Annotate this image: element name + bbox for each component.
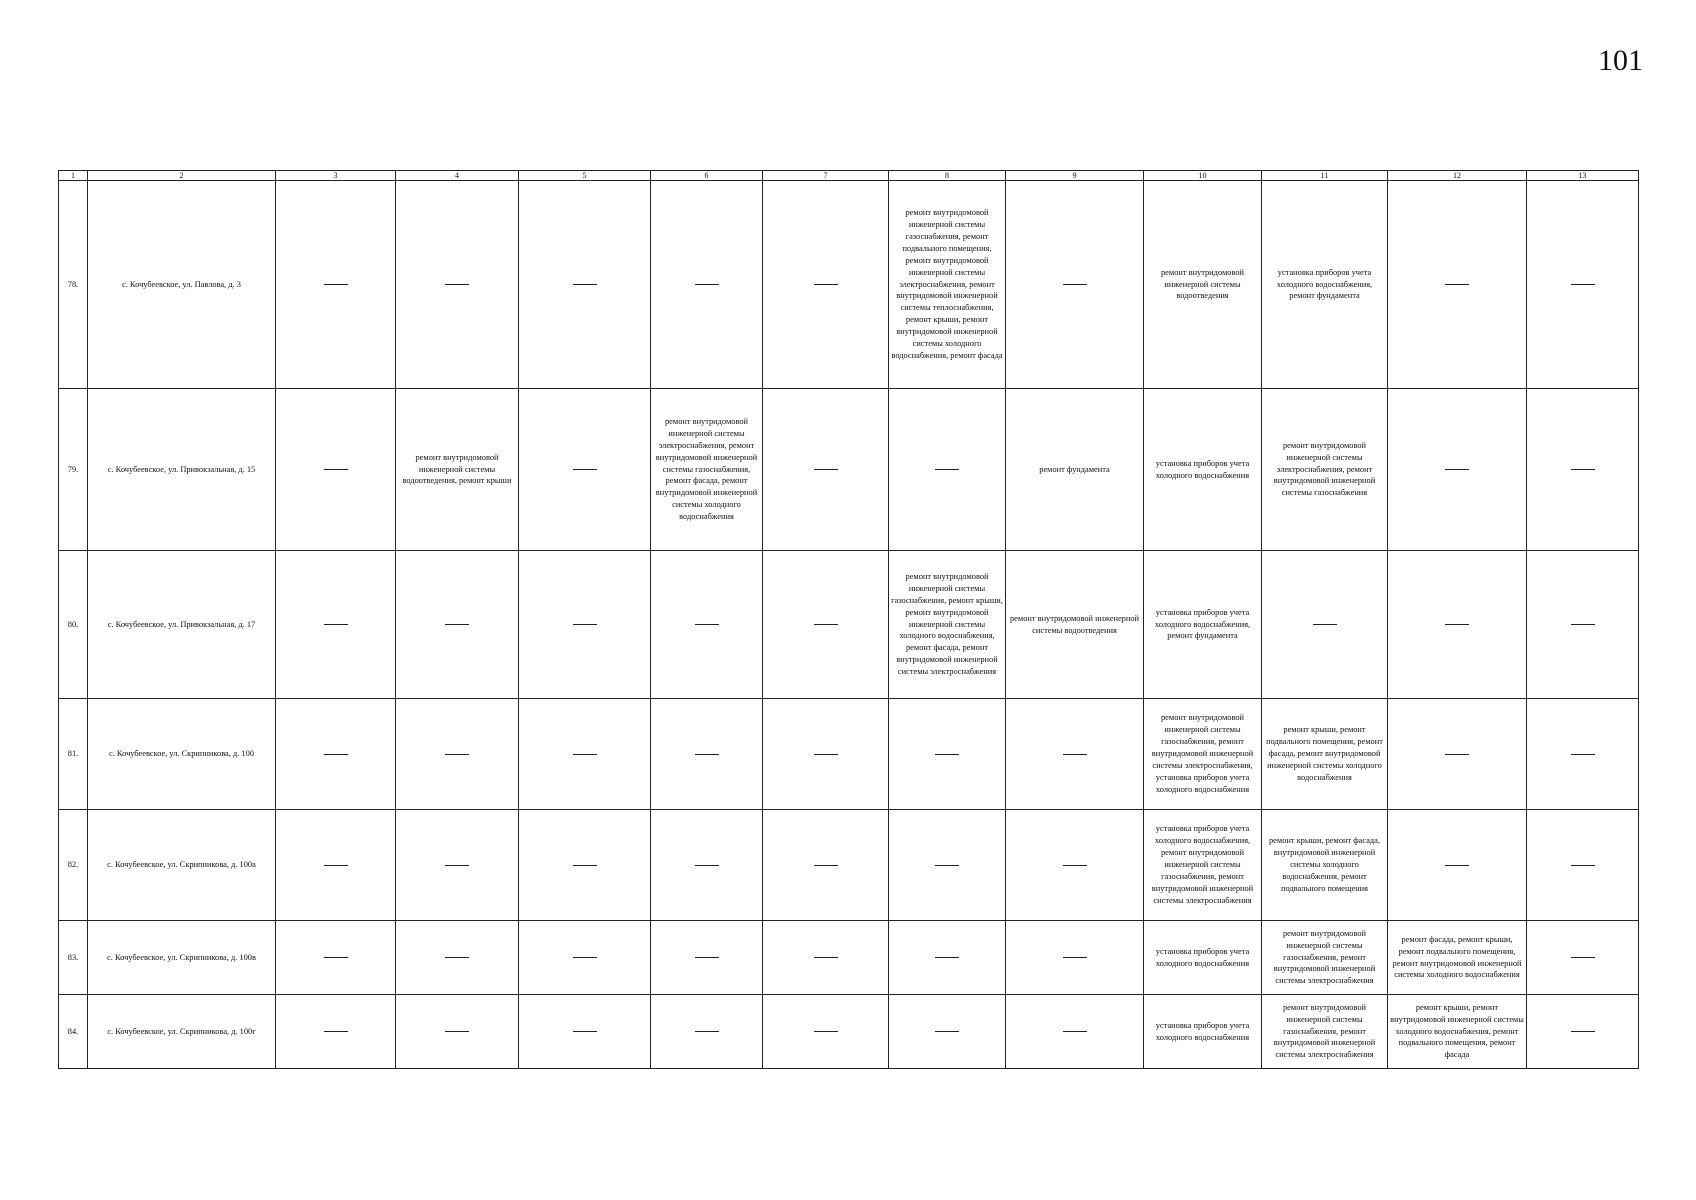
work-cell: ремонт внутридомовой инженерной системы газоснабжения, ремонт крыши, ремонт внутридомовой инженерной системы холодного водоснабжения, ремонт фасада, ремонт внутридомовой инженерной системы электроснабжения <box>889 551 1006 699</box>
dash-mark <box>1445 865 1469 866</box>
work-cell <box>889 995 1006 1069</box>
work-cell <box>276 181 396 389</box>
address-cell: с. Кочубеевское, ул. Скрипникова, д. 100г <box>88 995 276 1069</box>
column-number: 5 <box>519 171 651 181</box>
work-cell <box>1527 551 1639 699</box>
work-cell <box>1527 389 1639 551</box>
work-cell <box>519 551 651 699</box>
work-cell <box>276 995 396 1069</box>
work-cell: установка приборов учета холодного водоснабжения, ремонт фундамента <box>1144 551 1262 699</box>
dash-mark <box>324 1031 348 1032</box>
address-cell: с. Кочубеевское, ул. Скрипникова, д. 100в <box>88 921 276 995</box>
dash-mark <box>935 469 959 470</box>
row-number: 81. <box>59 699 88 810</box>
work-cell <box>1388 551 1527 699</box>
column-number: 10 <box>1144 171 1262 181</box>
work-cell <box>1006 699 1144 810</box>
work-cell <box>396 551 519 699</box>
work-cell <box>1388 181 1527 389</box>
address-cell: с. Кочубеевское, ул. Павлова, д. 3 <box>88 181 276 389</box>
dash-mark <box>1063 754 1087 755</box>
work-cell <box>1006 995 1144 1069</box>
work-cell <box>1527 699 1639 810</box>
dash-mark <box>695 865 719 866</box>
dash-mark <box>1445 284 1469 285</box>
work-cell <box>1388 699 1527 810</box>
work-cell <box>519 181 651 389</box>
work-cell <box>763 810 889 921</box>
dash-mark <box>1571 469 1595 470</box>
work-cell <box>651 810 763 921</box>
dash-mark <box>1571 957 1595 958</box>
work-cell: ремонт внутридомовой инженерной системы электроснабжения, ремонт внутридомовой инженерной системы газоснабжения, ремонт фасада, ремонт внутридомовой инженерной системы холодного водоснабжения <box>651 389 763 551</box>
address-cell: с. Кочубеевское, ул. Скрипникова, д. 100 <box>88 699 276 810</box>
dash-mark <box>445 624 469 625</box>
work-cell <box>1006 921 1144 995</box>
work-cell <box>1006 810 1144 921</box>
work-cell: ремонт внутридомовой инженерной системы водоотведения <box>1144 181 1262 389</box>
work-cell <box>1527 921 1639 995</box>
dash-mark <box>814 865 838 866</box>
dash-mark <box>573 1031 597 1032</box>
dash-mark <box>445 754 469 755</box>
row-number: 80. <box>59 551 88 699</box>
column-number: 1 <box>59 171 88 181</box>
dash-mark <box>695 284 719 285</box>
dash-mark <box>814 754 838 755</box>
work-cell <box>396 995 519 1069</box>
work-cell <box>276 551 396 699</box>
table-row <box>59 389 1639 551</box>
work-cell <box>519 921 651 995</box>
table-row <box>59 551 1639 699</box>
work-cell <box>519 995 651 1069</box>
table-row <box>59 810 1639 921</box>
dash-mark <box>814 469 838 470</box>
row-number: 78. <box>59 181 88 389</box>
dash-mark <box>1571 865 1595 866</box>
address-cell: с. Кочубеевское, ул. Привокзальная, д. 15 <box>88 389 276 551</box>
work-cell <box>763 551 889 699</box>
dash-mark <box>695 754 719 755</box>
column-number: 13 <box>1527 171 1639 181</box>
work-cell <box>276 389 396 551</box>
column-number: 9 <box>1006 171 1144 181</box>
column-number: 8 <box>889 171 1006 181</box>
work-cell <box>763 699 889 810</box>
dash-mark <box>1063 865 1087 866</box>
dash-mark <box>1313 624 1337 625</box>
work-cell <box>889 921 1006 995</box>
column-number: 2 <box>88 171 276 181</box>
dash-mark <box>1571 754 1595 755</box>
work-cell: установка приборов учета холодного водоснабжения <box>1144 995 1262 1069</box>
work-cell <box>763 995 889 1069</box>
work-cell: установка приборов учета холодного водоснабжения, ремонт фундамента <box>1262 181 1388 389</box>
work-cell <box>396 699 519 810</box>
dash-mark <box>324 469 348 470</box>
dash-mark <box>935 957 959 958</box>
dash-mark <box>695 624 719 625</box>
column-number: 12 <box>1388 171 1527 181</box>
dash-mark <box>573 957 597 958</box>
dash-mark <box>1571 1031 1595 1032</box>
dash-mark <box>1445 469 1469 470</box>
work-cell: ремонт внутридомовой инженерной системы газоснабжения, ремонт подвального помещения, ремонт внутридомовой инженерной системы электроснабжения, ремонт внутридомовой инженерной системы теплоснабжения, ремонт крыши, ремонт внутридомовой инженерной системы холодного водоснабжения, ремонт фасада <box>889 181 1006 389</box>
work-cell: ремонт внутридомовой инженерной системы газоснабжения, ремонт внутридомовой инженерной системы электроснабжения <box>1262 921 1388 995</box>
dash-mark <box>1063 284 1087 285</box>
work-cell: ремонт внутридомовой инженерной системы электроснабжения, ремонт внутридомовой инженерной системы газоснабжения <box>1262 389 1388 551</box>
work-cell <box>276 810 396 921</box>
work-cell <box>1262 551 1388 699</box>
column-number: 4 <box>396 171 519 181</box>
dash-mark <box>324 284 348 285</box>
address-cell: с. Кочубеевское, ул. Привокзальная, д. 17 <box>88 551 276 699</box>
address-cell: с. Кочубеевское, ул. Скрипникова, д. 100а <box>88 810 276 921</box>
column-number: 6 <box>651 171 763 181</box>
row-number: 83. <box>59 921 88 995</box>
work-cell <box>1527 810 1639 921</box>
work-cell <box>1388 810 1527 921</box>
row-number: 82. <box>59 810 88 921</box>
dash-mark <box>445 1031 469 1032</box>
work-cell: установка приборов учета холодного водоснабжения <box>1144 921 1262 995</box>
work-cell: установка приборов учета холодного водоснабжения, ремонт внутридомовой инженерной системы газоснабжения, ремонт внутридомовой инженерной системы электроснабжения <box>1144 810 1262 921</box>
work-cell <box>651 551 763 699</box>
work-cell <box>763 389 889 551</box>
table-row <box>59 995 1639 1069</box>
column-number: 7 <box>763 171 889 181</box>
dash-mark <box>695 957 719 958</box>
dash-mark <box>935 865 959 866</box>
dash-mark <box>935 754 959 755</box>
dash-mark <box>573 865 597 866</box>
work-cell <box>889 389 1006 551</box>
work-cell: ремонт фасада, ремонт крыши, ремонт подвального помещения, ремонт внутридомовой инженерной системы холодного водоснабжения <box>1388 921 1527 995</box>
dash-mark <box>324 957 348 958</box>
dash-mark <box>1571 624 1595 625</box>
work-cell: ремонт крыши, ремонт подвального помещения, ремонт фасада, ремонт внутридомовой инженерной системы холодного водоснабжения <box>1262 699 1388 810</box>
row-number: 84. <box>59 995 88 1069</box>
dash-mark <box>1445 624 1469 625</box>
work-cell: ремонт внутридомовой инженерной системы водоотведения, ремонт крыши <box>396 389 519 551</box>
dash-mark <box>814 624 838 625</box>
work-cell <box>396 810 519 921</box>
work-cell: ремонт крыши, ремонт внутридомовой инженерной системы холодного водоснабжения, ремонт подвального помещения, ремонт фасада <box>1388 995 1527 1069</box>
dash-mark <box>695 1031 719 1032</box>
work-cell: ремонт внутридомовой инженерной системы водоотведения <box>1006 551 1144 699</box>
repair-schedule-table <box>58 170 1639 1069</box>
work-cell <box>1388 389 1527 551</box>
dash-mark <box>1063 957 1087 958</box>
work-cell <box>1527 181 1639 389</box>
work-cell <box>763 181 889 389</box>
table-row <box>59 699 1639 810</box>
dash-mark <box>324 624 348 625</box>
work-cell <box>651 995 763 1069</box>
work-cell <box>519 699 651 810</box>
row-number: 79. <box>59 389 88 551</box>
dash-mark <box>573 284 597 285</box>
work-cell <box>276 921 396 995</box>
table-row <box>59 181 1639 389</box>
column-number: 3 <box>276 171 396 181</box>
work-cell <box>396 921 519 995</box>
work-cell <box>889 699 1006 810</box>
dash-mark <box>573 469 597 470</box>
work-cell <box>276 699 396 810</box>
column-number-row <box>59 171 1639 181</box>
dash-mark <box>1063 1031 1087 1032</box>
work-cell: ремонт крыши, ремонт фасада, внутридомовой инженерной системы холодного водоснабжения, ремонт подвального помещения <box>1262 810 1388 921</box>
work-cell <box>519 389 651 551</box>
dash-mark <box>573 754 597 755</box>
work-cell: установка приборов учета холодного водоснабжения <box>1144 389 1262 551</box>
dash-mark <box>814 1031 838 1032</box>
work-cell <box>396 181 519 389</box>
dash-mark <box>1445 754 1469 755</box>
work-cell <box>651 181 763 389</box>
table-row <box>59 921 1639 995</box>
work-cell <box>519 810 651 921</box>
dash-mark <box>573 624 597 625</box>
work-cell: ремонт фундамента <box>1006 389 1144 551</box>
dash-mark <box>445 284 469 285</box>
work-cell: ремонт внутридомовой инженерной системы газоснабжения, ремонт внутридомовой инженерной системы электроснабжения <box>1262 995 1388 1069</box>
dash-mark <box>445 957 469 958</box>
dash-mark <box>814 284 838 285</box>
page-number: 101 <box>1598 44 1643 77</box>
work-cell <box>763 921 889 995</box>
dash-mark <box>814 957 838 958</box>
dash-mark <box>935 1031 959 1032</box>
work-cell <box>889 810 1006 921</box>
work-cell <box>1006 181 1144 389</box>
dash-mark <box>1571 284 1595 285</box>
dash-mark <box>324 865 348 866</box>
dash-mark <box>445 865 469 866</box>
work-cell <box>1527 995 1639 1069</box>
work-cell <box>651 921 763 995</box>
work-cell: ремонт внутридомовой инженерной системы газоснабжения, ремонт внутридомовой инженерной системы электроснабжения, установка приборов учета холодного водоснабжения <box>1144 699 1262 810</box>
column-number: 11 <box>1262 171 1388 181</box>
work-cell <box>651 699 763 810</box>
dash-mark <box>324 754 348 755</box>
